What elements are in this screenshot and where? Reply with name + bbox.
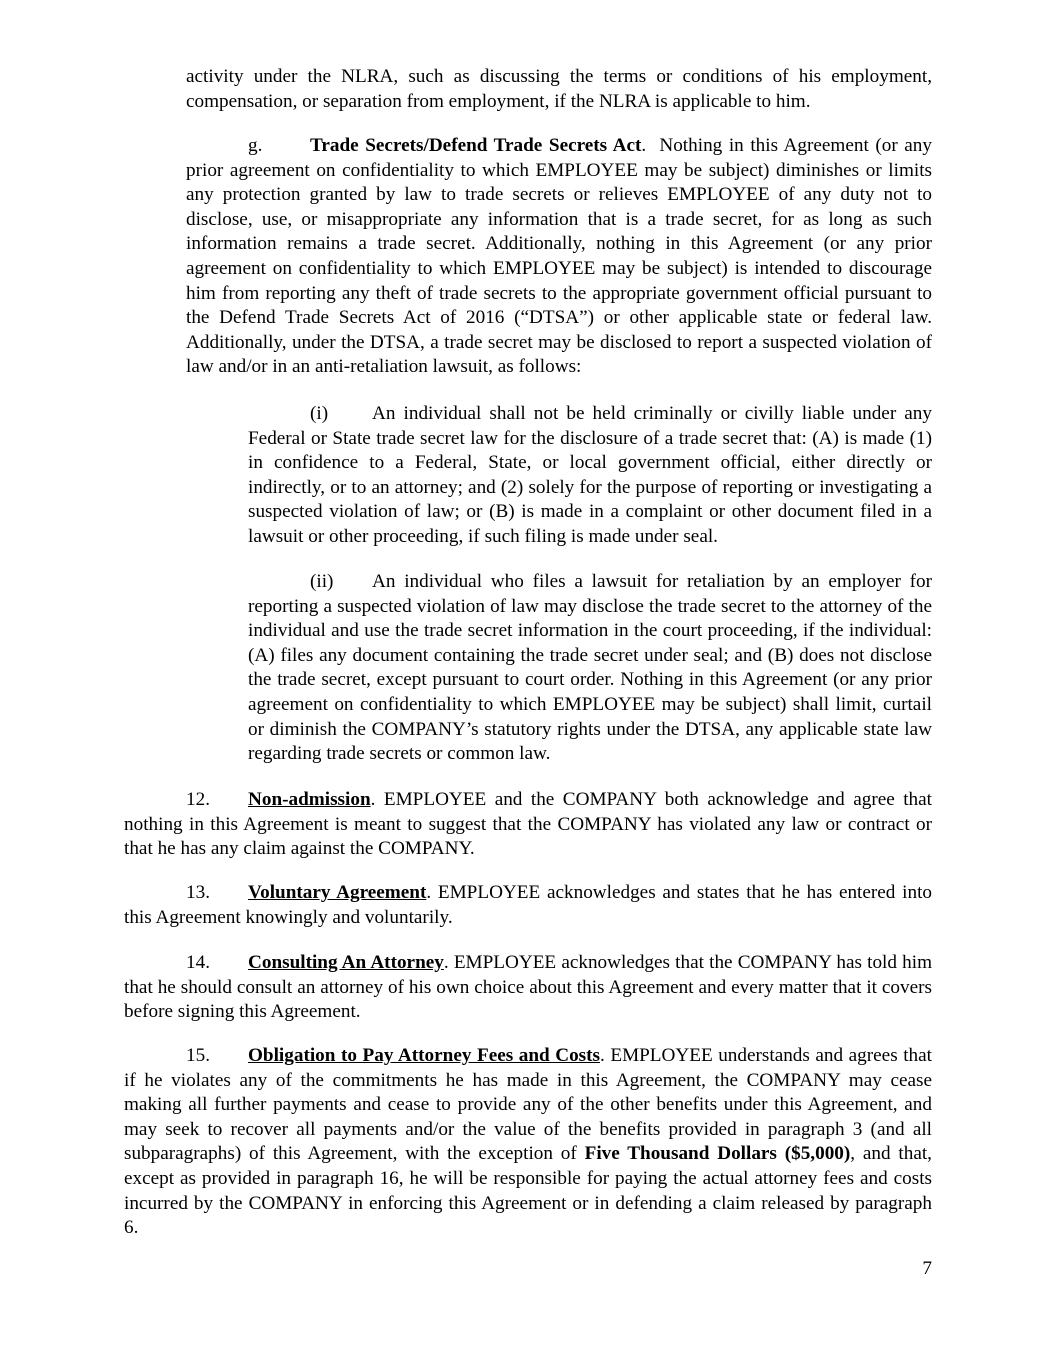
subsection-ii-label: (ii) <box>310 571 334 592</box>
section-12-title: Non-admission <box>248 789 371 810</box>
section-13-number: 13. <box>186 882 210 903</box>
section-14-text: . EMPLOYEE acknowledges that the COMPANY has told him that he should consult an attorney of his own choice about this Agreement and every matter that it covers before signing this Agreement. <box>124 952 932 1023</box>
section-g-title: Trade Secrets/Defend Trade Secrets Act <box>310 135 642 156</box>
subsection-i-text: An individual shall not be held criminally or civilly liable under any Federal or State trade secret law for the disclosure of a trade secret that: (A) is made (1) in confidence to a Federal, State, or local government official, either directly or indirectly, or to an attorney; and (2) solely for the purpose of reporting or investigating a suspected violation of law; or (B) is made in a complaint or other document filed in a lawsuit or other proceeding, if such filing is made under seal. <box>248 403 932 547</box>
section-13-paragraph <box>124 881 932 930</box>
subsection-ii-paragraph <box>248 570 932 767</box>
section-15-text-b: , and that, except as provided in paragraph 16, he will be responsible for paying the actual attorney fees and costs incurred by the COMPANY in enforcing this Agreement or in defending a claim released by paragraph 6. <box>124 1143 932 1239</box>
section-13-text: . EMPLOYEE acknowledges and states that he has entered into this Agreement knowingly and voluntarily. <box>124 882 932 928</box>
section-15-amount: Five Thousand Dollars ($5,000) <box>584 1143 851 1165</box>
section-14-title: Consulting An Attorney <box>248 952 444 973</box>
page-number: 7 <box>922 1258 932 1279</box>
section-13-title: Voluntary Agreement <box>248 882 427 903</box>
section-14-paragraph <box>124 951 932 1025</box>
subsection-ii-text: An individual who files a lawsuit for retaliation by an employer for reporting a suspected violation of law may disclose the trade secret to the attorney of the individual and use the trade secret information in the court proceeding, if the individual: (A) files any document containing the trade secret under seal; and (B) does not disclose the trade secret, except pursuant to court order. Nothing in this Agreement (or any prior agreement on confidentiality to which EMPLOYEE may be subject) shall limit, curtail or diminish the COMPANY’s statutory rights under the DTSA, any applicable state law regarding trade secrets or common law. <box>248 571 932 765</box>
section-g-text: Nothing in this Agreement (or any prior agreement on confidentiality to which EMPLOYEE may be subject) diminishes or limits any protection granted by law to trade secrets or relieves EMPLOYEE of any duty not to disclose, use, or misappropriate any information that is a trade secret, for as long as such information remains a trade secret. Additionally, nothing in this Agreement (or any prior agreement on confidentiality to which EMPLOYEE may be subject) is intended to discourage him from reporting any theft of trade secrets to the appropriate government official pursuant to the Defend Trade Secrets Act of 2016 (“DTSA”) or other applicable state or federal law. Additionally, under the DTSA, a trade secret may be disclosed to report a suspected violation of law and/or in an anti-retaliation lawsuit, as follows: <box>186 135 932 378</box>
section-12-number: 12. <box>186 789 210 810</box>
section-15-text-a: . EMPLOYEE understands and agrees that if he violates any of the commitments he has made in this Agreement, the COMPANY may cease making all further payments and cease to provide any of the other benefits under this Agreement, and may seek to recover all payments and/or the value of the benefits provided in paragraph 3 (and all subparagraphs) of this Agreement, with the exception of <box>124 1045 932 1165</box>
subsection-i-paragraph <box>248 402 932 550</box>
continuation-paragraph: activity under the NLRA, such as discussing the terms or conditions of his employment, compensation, or separation from employment, if the NLRA is applicable to him. <box>186 66 932 112</box>
subsection-i-label: (i) <box>310 403 329 424</box>
section-12-text: . EMPLOYEE and the COMPANY both acknowledge and agree that nothing in this Agreement is meant to suggest that the COMPANY has violated any law or contract or that he has any claim against the COMPANY. <box>124 789 932 860</box>
section-15-number: 15. <box>186 1045 210 1066</box>
section-15-title: Obligation to Pay Attorney Fees and Costs <box>248 1045 600 1066</box>
section-15-paragraph <box>124 1044 932 1241</box>
section-12-paragraph <box>124 788 932 862</box>
section-g-title-end: . <box>641 135 647 156</box>
section-g-paragraph <box>186 134 932 380</box>
section-g-label: g. <box>248 135 263 156</box>
section-14-number: 14. <box>186 952 210 973</box>
